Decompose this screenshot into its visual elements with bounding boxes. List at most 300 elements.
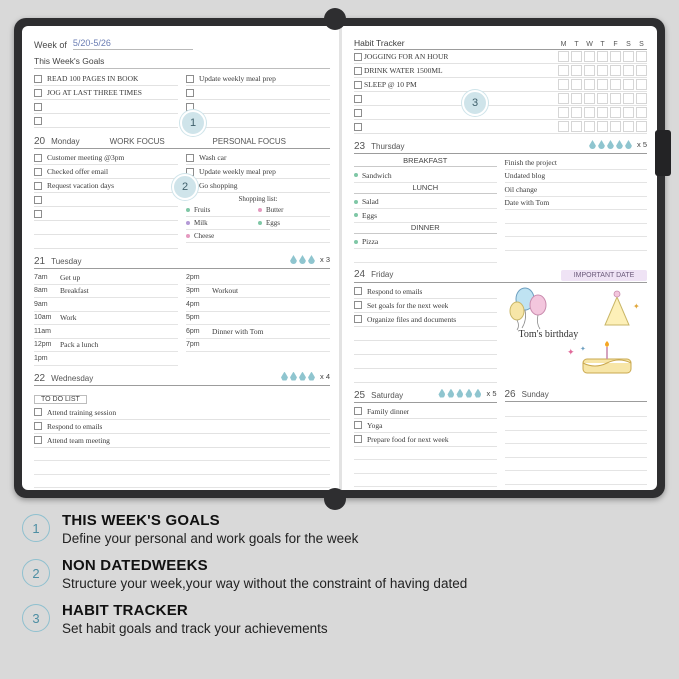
monday-personal-col [186,151,330,249]
schedule-row[interactable] [186,285,330,299]
list-item[interactable] [34,235,178,249]
task-text: Update weekly meal prep [199,167,276,176]
habit-cell[interactable] [558,121,569,132]
schedule-row[interactable] [186,312,330,326]
habit-cell[interactable] [636,79,647,90]
habit-cell[interactable] [584,51,595,62]
list-item[interactable] [258,230,330,243]
schedule-row[interactable] [186,298,330,312]
time-label: 1pm [34,354,48,362]
task-text: Set goals for the next week [367,300,449,310]
habit-cell[interactable] [584,79,595,90]
list-item[interactable] [34,179,178,193]
schedule-row[interactable] [186,339,330,353]
schedule-row[interactable] [186,325,330,339]
blank-line[interactable] [34,448,330,462]
thursday-tasks-col [505,156,648,263]
checkbox-icon[interactable] [34,103,42,111]
blank-line[interactable] [354,487,497,490]
meal-row[interactable] [354,249,497,263]
list-item[interactable] [354,355,497,369]
schedule-row[interactable] [186,352,330,365]
habit-row[interactable] [354,106,647,120]
list-item[interactable] [34,434,330,448]
schedule-row[interactable] [186,271,330,285]
bullet-icon [354,173,358,177]
task-row[interactable] [505,156,648,170]
monday-work-col [34,151,178,249]
list-item[interactable] [186,100,330,114]
checkbox-icon[interactable] [354,95,362,103]
checkbox-icon[interactable] [354,81,362,89]
list-item[interactable] [258,217,330,230]
checkbox-icon[interactable] [34,182,42,190]
right-page [342,26,657,490]
shopping-item-text: Eggs [266,219,280,227]
sunday-header [505,389,648,402]
checkbox-icon[interactable] [354,123,362,131]
habit-row[interactable] [354,50,647,64]
monday-personal-list [186,151,330,193]
tuesday-drops-label: x 3 [319,255,330,264]
thursday-task-rows [505,156,648,251]
week-of-row [34,38,330,50]
habit-cell[interactable] [636,65,647,76]
habit-cell[interactable] [558,65,569,76]
goals-right-col [186,72,330,128]
meal-row[interactable] [354,236,497,250]
task-text: Respond to emails [47,421,103,431]
checkbox-icon[interactable] [34,422,42,430]
friday-block [354,269,647,383]
bullet-icon [354,240,358,244]
saturday-blank-lines [354,447,497,491]
checkbox-icon[interactable] [34,210,42,218]
legend-item-3 [22,602,662,636]
task-text: Respond to emails [367,286,423,296]
habit-cell[interactable] [623,121,634,132]
weekend-columns [354,389,647,491]
habit-cell[interactable] [610,93,621,104]
water-drop-icon [589,140,596,149]
entry-text: Get up [60,272,81,282]
water-drop-icon [308,255,315,264]
habit-row[interactable] [354,64,647,78]
task-text: Customer meeting @3pm [47,153,125,162]
thursday-drops-label: x 5 [636,140,647,149]
habit-cell[interactable] [571,65,582,76]
checkbox-icon[interactable] [34,117,42,125]
thursday-water-drops[interactable] [589,140,647,149]
checkbox-icon[interactable] [34,75,42,83]
time-label: 2pm [186,273,200,281]
task-text: Yoga [367,420,383,430]
sunday-dayname: Sunday [521,389,549,399]
tuesday-daynum: 21 [34,256,46,267]
list-item[interactable] [186,86,330,100]
task-text: Wash car [199,153,227,162]
habit-tracker-title: Habit Tracker [354,38,405,48]
habit-cell[interactable] [597,65,608,76]
legend-title: NON DATEDWEEKS [62,557,208,574]
task-row[interactable] [505,237,648,251]
legend-desc: Set habit goals and track your achievements [62,621,328,636]
friday-daynum: 24 [354,268,366,280]
habit-cell[interactable] [558,79,569,90]
list-item[interactable] [34,420,330,434]
saturday-drops-label: x 5 [486,388,497,398]
habit-cell[interactable] [571,79,582,90]
water-drop-icon [299,255,306,264]
checkbox-icon[interactable] [34,436,42,444]
blank-line[interactable] [354,447,497,461]
thursday-columns [354,156,647,263]
list-item[interactable] [34,221,178,235]
habit-cell[interactable] [636,93,647,104]
blank-line[interactable] [505,404,648,418]
list-item[interactable] [354,419,497,433]
water-drop-icon [465,389,472,398]
habit-cells[interactable] [558,79,647,90]
list-item[interactable] [34,86,178,100]
water-drop-icon [625,140,632,149]
habit-cell[interactable] [558,93,569,104]
meal-row[interactable] [354,169,497,183]
thursday-block [354,140,647,263]
habit-cell[interactable] [610,65,621,76]
checkbox-icon[interactable] [34,168,42,176]
habit-cell[interactable] [636,121,647,132]
habit-cell[interactable] [571,107,582,118]
time-label: 12pm [34,341,52,349]
blank-line[interactable] [34,488,330,490]
habit-cell[interactable] [610,107,621,118]
water-drop-icon [456,389,463,398]
meal-text: Salad [362,197,379,207]
habit-tracker-block [354,38,647,134]
tuesday-am-col [34,271,178,366]
checkbox-icon[interactable] [354,421,362,429]
goals-left-list [34,72,178,128]
list-item[interactable] [354,285,497,299]
task-text: Attend team meeting [47,435,110,445]
list-item[interactable] [34,193,178,207]
list-item[interactable] [186,230,258,243]
habit-cell[interactable] [571,121,582,132]
thursday-dayname: Thursday [371,142,405,151]
task-text: Request vacation days [47,181,115,190]
habit-cell[interactable] [636,51,647,62]
week-of-value[interactable]: 5/20-5/26 [73,38,193,50]
habit-cell[interactable] [623,93,634,104]
habit-cell[interactable] [558,107,569,118]
list-item[interactable] [186,217,258,230]
monday-header [34,136,330,149]
checkbox-icon[interactable] [354,287,362,295]
wednesday-block [34,372,330,491]
checkbox-icon[interactable] [34,196,42,204]
meal-row[interactable] [354,196,497,210]
list-item[interactable] [354,433,497,447]
saturday-block [354,389,497,491]
shopping-item-text: Milk [194,219,208,227]
habit-cell[interactable] [571,51,582,62]
shopping-list [186,204,330,243]
checkbox-icon[interactable] [186,154,194,162]
habit-day-label: W [586,41,593,48]
list-item[interactable] [186,72,330,86]
bullet-icon [186,234,190,238]
habit-cell[interactable] [610,51,621,62]
schedule-row[interactable] [34,298,178,312]
goal-text: READ 100 PAGES IN BOOK [47,74,139,83]
wednesday-dayname: Wednesday [51,373,94,383]
friday-header [354,269,647,283]
tuesday-header [34,255,330,269]
habit-cells[interactable] [558,93,647,104]
habit-day-label: T [600,41,605,48]
blank-line[interactable] [354,474,497,488]
habit-cell[interactable] [584,107,595,118]
shopping-list-title: Shopping list: [238,195,278,203]
goals-right-list [186,72,330,128]
left-page [22,26,340,490]
legend-text [62,602,328,636]
checkbox-icon[interactable] [34,89,42,97]
habit-day-label: M [560,41,567,48]
habit-row[interactable] [354,120,647,134]
checkbox-icon[interactable] [354,407,362,415]
list-item[interactable] [258,204,330,217]
legend-desc: Structure your week,your way without the constraint of having dated [62,576,468,591]
list-item[interactable] [186,165,330,179]
list-item[interactable] [34,114,178,128]
blank-line[interactable] [505,417,648,431]
task-text: Prepare food for next week [367,434,449,444]
habit-cell[interactable] [584,65,595,76]
task-row[interactable] [505,170,648,184]
blank-line[interactable] [505,444,648,458]
legend-desc: Define your personal and work goals for the week [62,531,359,546]
entry-text: Workout [212,286,239,296]
habit-cell[interactable] [584,121,595,132]
shopping-item-text: Cheese [194,232,215,240]
tuesday-dayname: Tuesday [51,257,82,266]
list-item[interactable] [354,327,497,341]
blank-line[interactable] [354,460,497,474]
binder-clip-top [324,8,346,30]
svg-text:✦: ✦ [579,345,586,353]
blank-line[interactable] [505,431,648,445]
habit-cell[interactable] [584,93,595,104]
habit-day-label: S [626,41,631,48]
list-item[interactable] [186,179,330,193]
habit-cell[interactable] [623,65,634,76]
saturday-water-drops[interactable] [438,389,496,398]
entry-text: Work [60,313,77,323]
wednesday-drops-label: x 4 [319,371,330,381]
todo-list-title: TO DO LIST [34,395,87,404]
planner-pages [22,26,657,490]
entry-text: Breakfast [60,286,89,296]
list-item[interactable] [354,313,497,327]
time-label: 8am [34,287,48,295]
shopping-item-text: Fruits [194,206,211,214]
monday-dayname: Monday [51,137,80,146]
habit-cell[interactable] [597,93,608,104]
planner-book [14,18,665,498]
checkbox-icon[interactable] [354,301,362,309]
time-label: 7pm [186,341,200,349]
saturday-daynum: 25 [354,389,366,401]
habit-cell[interactable] [610,79,621,90]
sunday-blank-lines [505,404,648,491]
water-drop-icon [598,140,605,149]
elastic-closure [655,130,671,176]
time-label: 5pm [186,314,200,322]
list-item[interactable] [186,151,330,165]
task-row[interactable] [505,197,648,211]
list-item[interactable] [34,72,178,86]
list-item[interactable] [354,405,497,419]
time-label: 11am [34,327,51,335]
task-text: Date with Tom [504,198,550,208]
checkbox-icon[interactable] [354,67,362,75]
checkbox-icon[interactable] [34,154,42,162]
schedule-row[interactable] [34,352,178,366]
habit-cell[interactable] [571,93,582,104]
list-item[interactable] [34,151,178,165]
list-item[interactable] [354,299,497,313]
habit-tracker-header [354,38,647,50]
meal-header-dinner: DINNER [354,223,497,234]
list-item[interactable] [186,204,258,217]
checkbox-icon[interactable] [186,89,194,97]
time-label: 6pm [186,327,200,335]
important-date-badge: IMPORTANT DATE [561,270,647,281]
meal-text: Eggs [362,210,377,220]
checkbox-icon[interactable] [186,75,194,83]
schedule-row[interactable] [34,339,178,353]
callout-badge-1: 1 [180,110,206,136]
checkbox-icon[interactable] [354,53,362,61]
habit-name: DRINK WATER 1500ML [364,66,443,75]
meal-header-lunch: LUNCH [354,183,497,194]
habit-cell[interactable] [558,51,569,62]
saturday-list [354,405,497,447]
water-drop-icon [281,372,288,381]
wednesday-blank-lines [34,448,330,491]
time-label: 10am [34,314,52,322]
list-item[interactable] [354,369,497,383]
task-text: Go shopping [199,181,238,190]
schedule-row[interactable] [34,285,178,299]
schedule-row[interactable] [34,312,178,326]
blank-line[interactable] [505,471,648,485]
meal-row[interactable] [354,209,497,223]
friday-dayname: Friday [371,269,394,279]
legend-item-2 [22,557,662,591]
list-item[interactable] [34,207,178,221]
week-of-label: Week of [34,40,67,50]
checkbox-icon[interactable] [354,435,362,443]
blank-line[interactable] [34,475,330,489]
list-item[interactable] [186,114,330,128]
time-label: 9am [34,300,48,308]
habit-cells[interactable] [558,51,647,62]
callout-badge-2: 2 [172,174,198,200]
schedule-row[interactable] [34,271,178,285]
habit-day-label: F [613,41,618,48]
binder-clip-bottom [324,488,346,510]
habit-cell[interactable] [623,51,634,62]
list-item[interactable] [34,165,178,179]
task-row[interactable] [505,210,648,224]
list-item[interactable] [34,100,178,114]
friday-doodle-col [505,285,648,383]
checkbox-icon[interactable] [34,408,42,416]
tuesday-water-drops[interactable] [290,255,330,264]
task-row[interactable] [505,224,648,238]
habit-cell[interactable] [597,107,608,118]
water-drop-icon [299,372,306,381]
tuesday-block [34,255,330,366]
blank-line[interactable] [34,461,330,475]
habit-cell[interactable] [623,107,634,118]
tuesday-pm-rows [186,271,330,365]
blank-line[interactable] [505,485,648,491]
schedule-row[interactable] [34,325,178,339]
monday-columns [34,151,330,249]
habit-cell[interactable] [623,79,634,90]
checkbox-icon[interactable] [354,315,362,323]
habit-day-label: S [639,41,644,48]
habit-row[interactable] [354,78,647,92]
habit-cell[interactable] [597,121,608,132]
goals-left-col [34,72,178,128]
wednesday-water-drops[interactable] [281,372,330,381]
habit-cells[interactable] [558,121,647,132]
friday-list [354,285,497,383]
legend-list [22,512,662,647]
weekend-block [354,389,647,491]
bullet-icon [258,208,262,212]
habit-cell[interactable] [597,79,608,90]
entry-text: Pack a lunch [60,340,99,350]
legend-text [62,557,467,591]
friday-columns [354,285,647,383]
habit-cell[interactable] [597,51,608,62]
habit-row[interactable] [354,92,647,106]
legend-item-1 [22,512,662,546]
habit-cells[interactable] [558,65,647,76]
monday-work-list [34,151,178,249]
thursday-daynum: 23 [354,141,366,152]
habit-cell[interactable] [610,121,621,132]
list-item[interactable] [34,406,330,420]
goal-text: Update weekly meal prep [199,74,276,83]
list-item[interactable] [354,341,497,355]
habit-cells[interactable] [558,107,647,118]
water-drop-icon [290,255,297,264]
monday-work-header: WORK FOCUS [109,137,165,146]
habit-cell[interactable] [636,107,647,118]
blank-line[interactable] [505,458,648,472]
legend-number: 2 [22,559,50,587]
task-row[interactable] [505,183,648,197]
checkbox-icon[interactable] [354,109,362,117]
water-drop-icon [447,389,454,398]
